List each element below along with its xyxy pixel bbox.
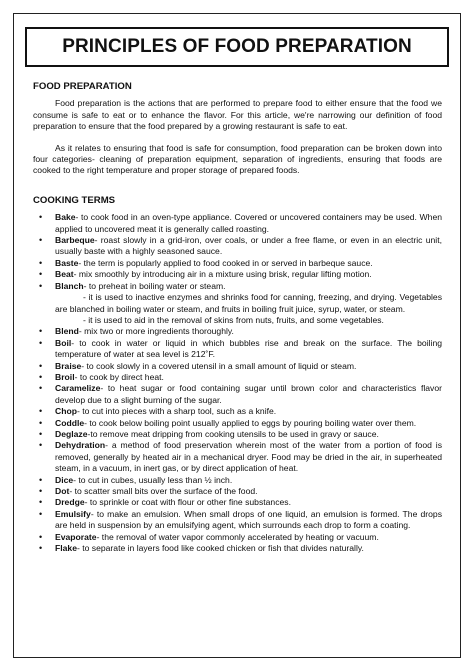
- term-item: [33, 475, 442, 486]
- bullet-icon: •: [39, 508, 43, 519]
- term-definition: - to scatter small bits over the surface of the food.: [69, 486, 258, 496]
- bullet-icon: •: [39, 326, 43, 337]
- term-sub-definition: - it is used to aid in the removal of skins from nuts, fruits, and some vegetables.: [83, 314, 384, 325]
- term-definition: - to cut into pieces with a sharp tool, such as a knife.: [76, 406, 277, 417]
- bullet-icon: •: [39, 383, 43, 394]
- term-item: [33, 532, 442, 543]
- term-definition: - to preheat in boiling water or steam.: [83, 280, 226, 291]
- bullet-icon: •: [39, 280, 43, 291]
- bullet-icon: •: [39, 406, 43, 417]
- term-definition: - to sprinkle or coat with flour or other fine substances.: [84, 497, 291, 508]
- term-definition: - a method of food preservation wherein most of the water from a portion of food is removed, generally by heated air in a mechanical dryer. Food may be dried in the air, in superheated steam, in a vacuum, in inert gas, or by direct application of heat.: [55, 440, 442, 474]
- term-name: Caramelize: [55, 383, 101, 394]
- bullet-icon: •: [39, 269, 43, 280]
- bullet-icon: •: [39, 360, 43, 371]
- term-name: Evaporate: [55, 531, 97, 542]
- term-name: Flake: [55, 543, 77, 554]
- term-definition: -to remove meat dripping from cooking utensils to be used in gravy or sauce.: [87, 428, 379, 439]
- term-definition: - mix smoothly by introducing air in a mixture using brisk, regular lifting motion.: [73, 269, 372, 280]
- term-definition: - to cook food in an oven-type appliance. Covered or uncovered containers may be used. When applied to uncovered meat it is generally called roasting.: [55, 212, 442, 234]
- term-name: Dehydration: [55, 440, 106, 451]
- term-item: [33, 269, 442, 280]
- bullet-icon: •: [39, 440, 43, 451]
- bullet-icon: •: [39, 543, 43, 554]
- term-definition: - to cook below boiling point usually applied to eggs by pouring boiling water over them.: [84, 417, 417, 428]
- term-item: [33, 212, 442, 235]
- term-definition: - to cook slowly in a covered utensil in a small amount of liquid or steam.: [81, 360, 357, 371]
- term-definition: - to heat sugar or food containing sugar until brown color and characteristics flavor develop due to a slight burning of the sugar.: [55, 383, 442, 405]
- term-item: [33, 258, 442, 269]
- bullet-icon: •: [39, 371, 43, 382]
- term-item: [33, 372, 442, 383]
- section-heading-food-preparation: FOOD PREPARATION: [33, 81, 132, 92]
- term-definition: - to cook by direct heat.: [74, 371, 164, 382]
- term-item: [33, 406, 442, 417]
- term-definition: - the term is popularly applied to food cooked in or served in barbeque sauce.: [78, 257, 373, 268]
- term-definition: - to make an emulsion. When small drops of one liquid, an emulsion is formed. The drops are held in suspension by an emulsifying agent, which surrounds each drop to form a coating.: [55, 508, 442, 531]
- section-heading-cooking-terms: COOKING TERMS: [33, 194, 116, 206]
- term-item: [33, 440, 442, 474]
- term-item: [33, 326, 442, 337]
- term-name: Broil: [55, 371, 75, 382]
- bullet-icon: •: [39, 212, 43, 223]
- term-name: Bake: [55, 212, 76, 223]
- term-name: Deglaze: [55, 428, 88, 439]
- term-item: [33, 383, 442, 406]
- term-name: Braise: [55, 360, 82, 371]
- bullet-icon: •: [39, 497, 43, 508]
- term-item: [33, 543, 442, 554]
- term-name: Coddle: [55, 417, 85, 428]
- term-definition: - roast slowly in a grid-iron, over coals, or under a free flame, or even in an electric unit, usually baste with a highly seasoned sauce.: [55, 235, 442, 257]
- term-name: Boil: [55, 337, 72, 348]
- bullet-icon: •: [39, 474, 43, 485]
- term-item: [33, 486, 442, 497]
- term-name: Dot: [55, 486, 70, 496]
- term-item: [33, 338, 442, 361]
- bullet-icon: •: [39, 235, 43, 246]
- cooking-terms-list: [33, 212, 442, 554]
- term-name: Beat: [55, 269, 74, 280]
- term-name: Baste: [55, 257, 79, 268]
- bullet-icon: •: [39, 486, 43, 496]
- title-box: [25, 27, 449, 67]
- page-title: PRINCIPLES OF FOOD PREPARATION: [62, 36, 412, 57]
- term-item: [33, 361, 442, 372]
- bullet-icon: •: [39, 428, 43, 439]
- term-definition: - to separate in layers food like cooked chicken or fish that divides naturally.: [76, 543, 364, 554]
- term-item: [33, 509, 442, 532]
- term-name: Chop: [55, 406, 77, 417]
- paragraph: Food preparation is the actions that are performed to prepare food to either ensure that the food we consume is safe to eat or to enhance the flavor. For this article, we're narrowing our definition of food preparation to ensure that the food prepared by a growing restaurant is safe to eat.: [33, 98, 442, 132]
- term-name: Blanch: [55, 280, 84, 291]
- term-definition: - to cook in water or liquid in which bubbles rise and break on the surface. The boiling temperature of water at sea level is 212˚F.: [55, 337, 442, 360]
- term-item: [33, 418, 442, 429]
- term-name: Dice: [55, 474, 74, 485]
- term-item: [33, 235, 442, 258]
- bullet-icon: •: [39, 257, 43, 268]
- term-definition: - mix two or more ingredients thoroughly.: [78, 326, 234, 337]
- paragraph: As it relates to ensuring that food is safe for consumption, food preparation can be broken down into four categories- cleaning of preparation equipment, separation of ingredients, ensuring that foods are cooked to the right temperature and proper storage of prepared foods.: [33, 142, 442, 176]
- term-item: [33, 429, 442, 440]
- bullet-icon: •: [39, 417, 43, 428]
- bullet-icon: •: [39, 337, 43, 348]
- document-body: [33, 75, 442, 554]
- term-definition: - the removal of water vapor commonly accelerated by heating or vacuum.: [96, 531, 379, 542]
- term-definition: - to cut in cubes, usually less than ½ inch.: [73, 474, 233, 485]
- term-item: [33, 281, 442, 327]
- term-name: Barbeque: [55, 235, 95, 246]
- term-name: Dredge: [55, 497, 85, 508]
- term-name: Emulsify: [55, 508, 91, 519]
- term-item: [33, 497, 442, 508]
- bullet-icon: •: [39, 531, 43, 542]
- term-sub-definition: - it is used to inactive enzymes and shrinks food for canning, freezing, and drying. Vegetables are blanched in boiling water or steam, and fruits in boiling fruit juice, syrup, water, or steam.: [55, 292, 442, 314]
- term-name: Blend: [55, 326, 79, 337]
